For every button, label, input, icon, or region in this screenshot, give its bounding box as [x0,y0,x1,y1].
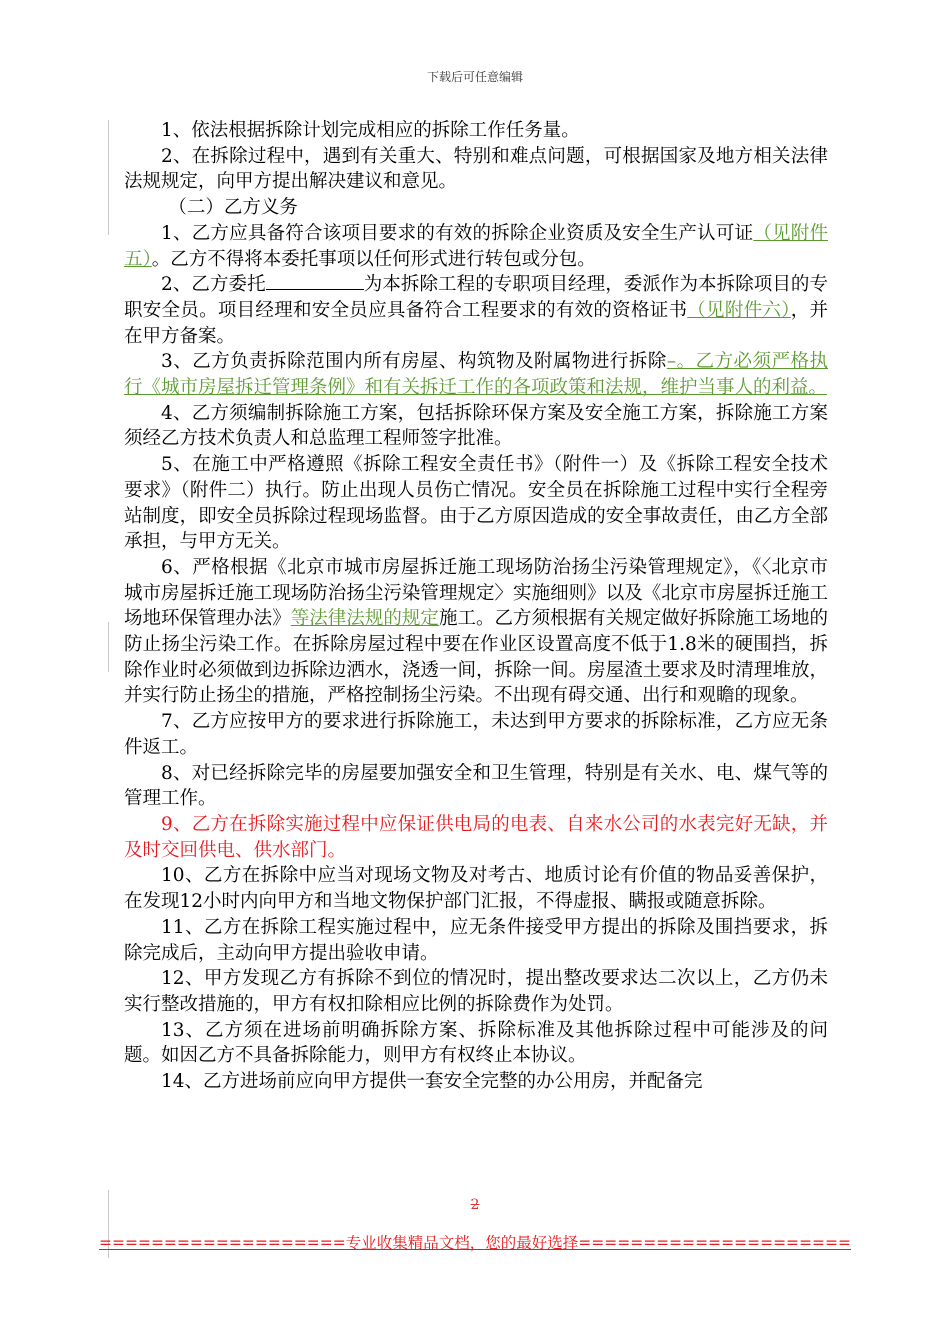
paragraph: 13、乙方须在进场前明确拆除方案、拆除标准及其他拆除过程中可能涉及的问题。如因乙方不具备拆除能力，则甲方有权终止本协议。 [124,1019,828,1067]
highlighted-paragraph: 9、乙方在拆除实施过程中应保证供电局的电表、自来水公司的水表完好无缺，并及时交回供电、供水部门。 [124,813,828,861]
paragraph: 1、乙方应具备符合该项目要求的有效的拆除企业资质及安全生产认可证（见附件五）。乙方不得将本委托事项以任何形式进行转包或分包。 [124,222,828,270]
paragraph: 12、甲方发现乙方有拆除不到位的情况时，提出整改要求达二次以上，乙方仍未实行整改措施的，甲方有权扣除相应比例的拆除费作为处罚。 [124,968,828,1015]
footer-banner: ===================专业收集精品文档，您的最好选择===================== [99,1234,851,1252]
revision-margin-line [108,120,109,235]
tracked-change-text: （见附件五） [124,222,828,270]
fill-in-blank [266,273,364,290]
paragraph: 6、严格根据《北京市城市房屋拆迁施工现场防治扬尘污染管理规定》，《〈北京市城市房屋拆迁施工现场防治扬尘污染管理规定〉实施细则》以及《北京市房屋拆迁施工场地环保管理办法》等法律法规的规定施工。乙方须根据有关规定做好拆除施工场地的防止扬尘污染工作。在拆除房屋过程中要在作业区设置高度不低于1.8米的硬围挡，拆除作业时必须做到边拆除边洒水，浇透一间，拆除一间。房屋渣土要求及时清理堆放，并实行防止扬尘的措施，严格控制扬尘污染。不出现有碍交通、出行和观瞻的现象。 [124,556,828,707]
page-number: 2 [470,1197,480,1213]
paragraph: 2、乙方委托 为本拆除工程的专职项目经理，委派作为本拆除项目的专职安全员。项目经理和安全员应具备符合工程要求的有效的资格证书（见附件六），并在甲方备案。 [124,274,828,347]
tracked-change-text: （见附件六） [687,299,791,321]
revision-margin-line [108,622,109,672]
section-heading: （二）乙方义务 [168,197,298,219]
paragraph: 1、依法根据拆除计划完成相应的拆除工作任务量。 [161,120,580,141]
header-note: 下载后可任意编辑 [426,70,523,84]
paragraph: 5、在施工中严格遵照《拆除工程安全责任书》（附件一）及《拆除工程安全技术要求》（附件二）执行。防止出现人员伤亡情况。安全员在拆除施工过程中实行全程旁站制度，即安全员拆除过程现场监督。由于乙方原因造成的安全事故责任，由乙方全部承担，与甲方无关。 [124,454,828,553]
paragraph: 7、乙方应按甲方的要求进行拆除施工，未达到甲方要求的拆除标准，乙方应无条件返工。 [124,711,828,758]
tracked-change-text: –。乙方必须严格执行《城市房屋拆迁管理条例》和有关拆迁工作的各项政策和法规，维护当事人的利益。 [124,351,828,399]
paragraph: 2、在拆除过程中，遇到有关重大、特别和难点问题，可根据国家及地方相关法律法规规定，向甲方提出解决建议和意见。 [124,145,828,193]
paragraph: 10、乙方在拆除中应当对现场文物及对考古、地质讨论有价值的物品妥善保护，在发现12小时内向甲方和当地文物保护部门汇报，不得虚报、瞒报或随意拆除。 [124,865,828,913]
document-body [124,118,828,1095]
paragraph: 3、乙方负责拆除范围内所有房屋、构筑物及附属物进行拆除–。乙方必须严格执行《城市房屋拆迁管理条例》和有关拆迁工作的各项政策和法规，维护当事人的利益。 [124,351,828,399]
paragraph: 14、乙方进场前应向甲方提供一套安全完整的办公用房，并配备完 [161,1071,703,1093]
paragraph: 8、对已经拆除完毕的房屋要加强安全和卫生管理，特别是有关水、电、煤气等的管理工作。 [124,762,828,810]
tracked-change-text: 等法律法规的规定 [290,608,439,630]
paragraph: 11、乙方在拆除工程实施过程中，应无条件接受甲方提出的拆除及围挡要求，拆除完成后，主动向甲方提出验收申请。 [124,916,828,964]
paragraph: 4、乙方须编制拆除施工方案，包括拆除环保方案及安全施工方案，拆除施工方案须经乙方技术负责人和总监理工程师签字批准。 [124,402,828,450]
